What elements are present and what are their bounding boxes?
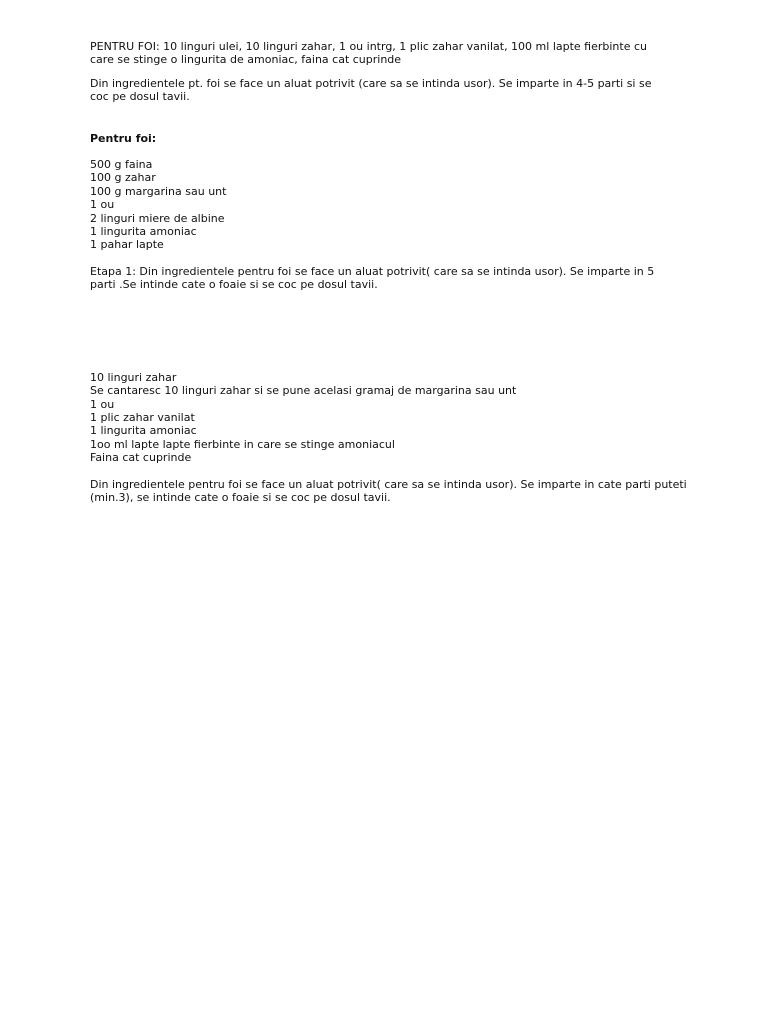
text-line: Etapa 1: Din ingredientele pentru foi se face un aluat potrivit( care sa se intinda usor). Se imparte in 5	[90, 264, 655, 278]
text-line: care se stinge o lingurita de amoniac, faina cat cuprinde	[90, 53, 402, 67]
list-item: 2 linguri miere de albine	[90, 211, 225, 225]
intro-method-paragraph	[90, 77, 690, 104]
list-item: 1 lingurita amoniac	[90, 424, 197, 438]
text-line: Din ingredientele pentru foi se face un aluat potrivit( care sa se intinda usor). Se imparte in cate parti puteti	[90, 477, 687, 491]
text-line: Din ingredientele pt. foi se face un aluat potrivit (care sa se intinda usor). Se imparte in 4-5 parti si se	[90, 76, 652, 90]
step-1-paragraph	[90, 265, 690, 292]
heading-text: Pentru foi:	[90, 131, 157, 145]
final-method-paragraph	[90, 478, 690, 505]
list-item: Se cantaresc 10 linguri zahar si se pune acelasi gramaj de margarina sau unt	[90, 384, 517, 398]
intro-paragraph	[90, 40, 690, 67]
list-item: 1 lingurita amoniac	[90, 225, 197, 239]
text-line: (min.3), se intinde cate o foaie si se coc pe dosul tavii.	[90, 490, 391, 504]
text-line: parti .Se intinde cate o foaie si se coc pe dosul tavii.	[90, 278, 378, 292]
list-item: 1 ou	[90, 198, 115, 212]
section-heading	[90, 132, 690, 145]
list-item: 500 g faina	[90, 158, 153, 172]
list-item: 1 pahar lapte	[90, 238, 164, 252]
list-item: 100 g margarina sau unt	[90, 184, 227, 198]
list-item: 100 g zahar	[90, 171, 156, 185]
list-item: 10 linguri zahar	[90, 370, 177, 384]
list-item: 1 ou	[90, 397, 115, 411]
list-item: 1 plic zahar vanilat	[90, 410, 195, 424]
document-page	[90, 40, 690, 504]
ingredient-list-1	[90, 158, 690, 252]
text-line: coc pe dosul tavii.	[90, 90, 190, 104]
list-item: 1oo ml lapte lapte fierbinte in care se stinge amoniacul	[90, 437, 395, 451]
text-line: PENTRU FOI: 10 linguri ulei, 10 linguri zahar, 1 ou intrg, 1 plic zahar vanilat, 100 ml lapte fierbinte cu	[90, 40, 647, 53]
list-item: Faina cat cuprinde	[90, 451, 192, 465]
ingredient-list-2	[90, 371, 690, 465]
